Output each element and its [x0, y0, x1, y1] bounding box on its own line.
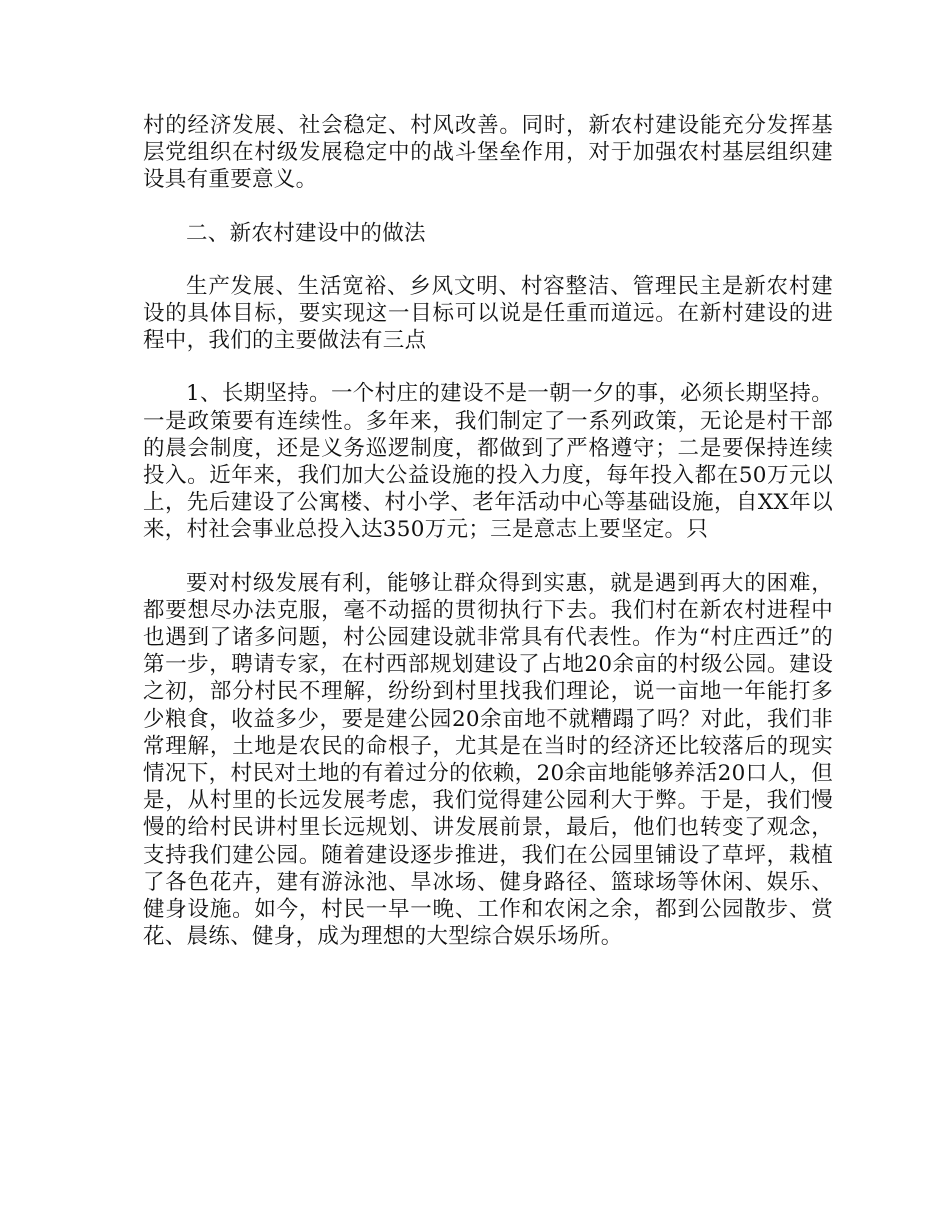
- paragraph-village-park: 要对村级发展有利，能够让群众得到实惠，就是遇到再大的困难，都要想尽办法克服，毫不动摇的贯彻执行下去。我们村在新农村进程中也遇到了诸多问题，村公园建设就非常具有代表性。作为“村庄西迁”的第一步，聘请专家，在村西部规划建设了占地20余亩的村级公园。建设之初，部分村民不理解，纷纷到村里找我们理论，说一亩地一年能打多少粮食，收益多少，要是建公园20余亩地不就糟蹋了吗？对此，我们非常理解，土地是农民的命根子，尤其是在当时的经济还比较落后的现实情况下，村民对土地的有着过分的依赖，20余亩地能够养活20口人，但是，从村里的长远发展考虑，我们觉得建公园利大于弊。于是，我们慢慢的给村民讲村里长远规划、讲发展前景，最后，他们也转变了观念，支持我们建公园。随着建设逐步推进，我们在公园里铺设了草坪，栽植了各色花卉，建有游泳池、旱冰场、健身路径、篮球场等休闲、娱乐、健身设施。如今，村民一早一晚、工作和农闲之余，都到公园散步、赏花、晨练、健身，成为理想的大型综合娱乐场所。: [143, 570, 833, 950]
- section-heading: 二、新农村建设中的做法: [186, 220, 426, 246]
- paragraph-intro-continuation: 村的经济发展、社会稳定、村风改善。同时，新农村建设能充分发挥基层党组织在村级发展稳定中的战斗堡垒作用，对于加强农村基层组织建设具有重要意义。: [143, 113, 833, 193]
- document-body: [143, 112, 833, 976]
- paragraph-goals: 生产发展、生活宽裕、乡风文明、村容整洁、管理民主是新农村建设的具体目标，要实现这一目标可以说是任重而道远。在新村建设的进程中，我们的主要做法有三点: [143, 273, 833, 354]
- paragraph-long-term-persistence: 1、长期坚持。一个村庄的建设不是一朝一夕的事，必须长期坚持。一是政策要有连续性。多年来，我们制定了一系列政策，无论是村干部的晨会制度，还是义务巡逻制度，都做到了严格遵守；二是要保持连续投入。近年来，我们加大公益设施的投入力度，每年投入都在50万元以上，先后建设了公寓楼、村小学、老年活动中心等基础设施，自XX年以来，村社会事业总投入达350万元；三是意志上要坚定。只: [143, 381, 833, 543]
